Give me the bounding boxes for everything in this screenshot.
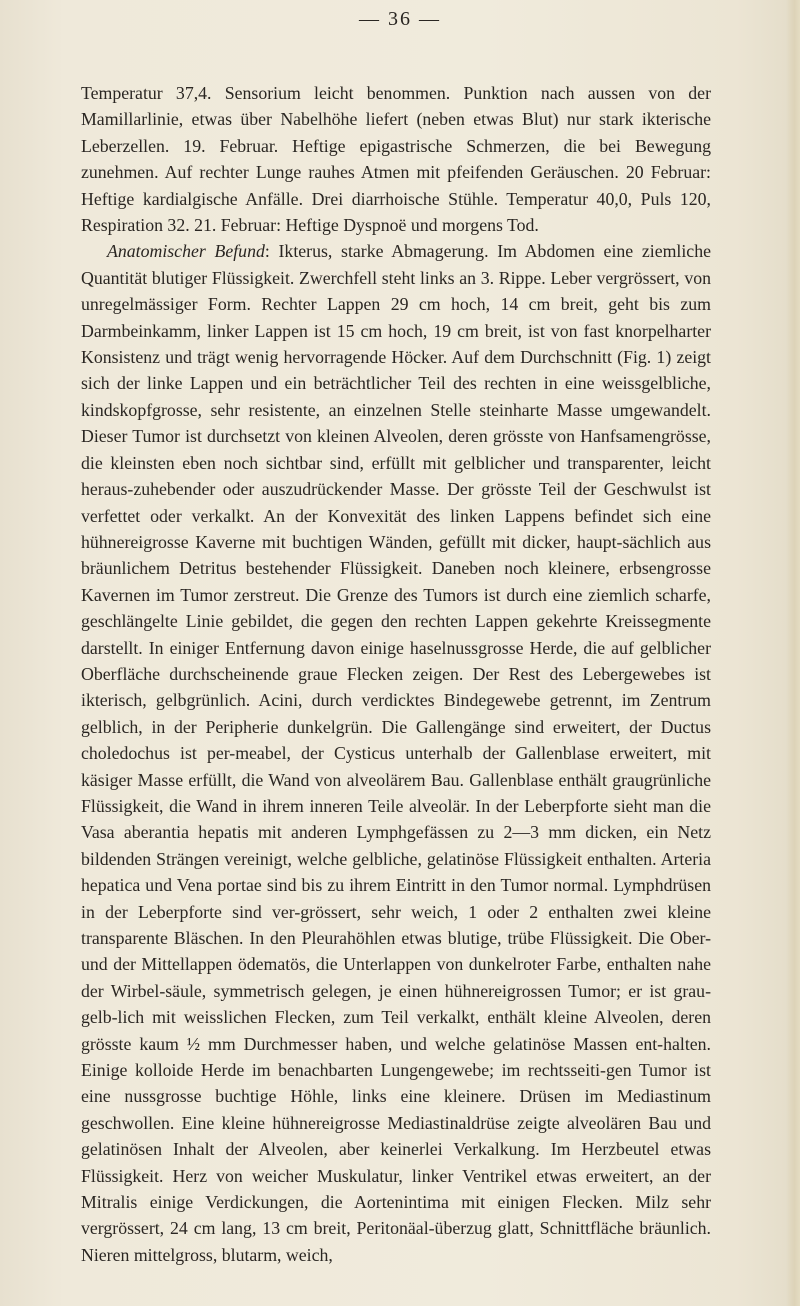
paragraph-text: : Ikterus, starke Abmagerung. Im Abdomen eine ziemliche Quantität blutiger Flüssigkeit. Zwerchfell steht links an 3. Rippe. Leber vergrössert, von unregelmässiger Form. Rechter Lappen 29 cm hoch, 14 cm breit, geht bis zum Darmbeinkamm, linker Lappen ist 15 cm hoch, 19 cm breit, ist von fast knorpelharter Konsistenz und trägt wenig hervorragende Höcker. Auf dem Durchschnitt (Fig. 1) zeigt sich der linke Lappen und ein beträchtlicher Teil des rechten in eine weissgelbliche, kindskopfgrosse, sehr resistente, an einzelnen Stelle steinharte Masse umgewandelt. Dieser Tumor ist durchsetzt von kleinen Alveolen, deren grösste von Hanfsamengrösse, die kleinsten eben noch sichtbar sind, erfüllt mit gelblicher und transparenter, leicht heraus-zuhebender oder auszudrückender Masse. Der grösste Teil der Geschwulst ist verfettet oder verkalkt. An der Konvexität des linken Lappens befindet sich eine hühnereigrosse Kaverne mit buchtigen Wänden, gefüllt mit dicker, haupt-sächlich aus bräunlichem Detritus bestehender Flüssigkeit. Daneben noch kleinere, erbsengrosse Kavernen im Tumor zerstreut. Die Grenze des Tumors ist durch eine ziemlich scharfe, geschlängelte Linie gebildet, die gegen den rechten Lappen gekehrte Kreissegmente darstellt. In einiger Entfernung davon einige haselnussgrosse Herde, die auf gelblicher Oberfläche durchscheinende graue Flecken zeigen. Der Rest des Lebergewebes ist ikterisch, gelbgrünlich. Acini, durch verdicktes Bindegewebe getrennt, im Zentrum gelblich, in der Peripherie dunkelgrün. Die Gallengänge sind erweitert, der Ductus choledochus ist per-meabel, der Cysticus unterhalb der Gallenblase erweitert, mit käsiger Masse erfüllt, die Wand von alveolärem Bau. Gallenblase enthält graugrünliche Flüssigkeit, die Wand in ihrem inneren Teile alveolär. In der Leberpforte sieht man die Vasa aberantia hepatis mit anderen Lymphgefässen zu 2—3 mm dicken, ein Netz bildenden Strängen vereinigt, welche gelbliche, gelatinöse Flüssigkeit enthalten. Arteria hepatica und Vena portae sind bis zu ihrem Eintritt in den Tumor normal. Lymphdrüsen in der Leberpforte sind ver-grössert, sehr weich, 1 oder 2 enthalten zwei kleine transparente Bläschen. In den Pleurahöhlen etwas blutige, trübe Flüssigkeit. Die Ober- und der Mittellappen ödematös, die Unterlappen von dunkelroter Farbe, enthalten nahe der Wirbel-säule, symmetrisch gelegen, je einen hühnereigrossen Tumor; er ist grau-gelb-lich mit weisslichen Flecken, zum Teil verkalkt, enthält kleine Alveolen, deren grösste kaum ½ mm Durchmesser haben, und welche gelatinöse Massen ent-halten. Einige kolloide Herde im benachbarten Lungengewebe; im rechtsseiti-gen Tumor ist eine nussgrosse buchtige Höhle, links eine kleinere. Drüsen im Mediastinum geschwollen. Eine kleine hühnereigrosse Mediastinaldrüse zeigte alveolären Bau und gelatinösen Inhalt der Alveolen, aber keinerlei Verkalkung. Im Herzbeutel etwas Flüssigkeit. Herz von weicher Muskulatur, linker Ventrikel etwas erweitert, an der Mitralis einige Verdickungen, die Aortenintima mit einigen Flecken. Milz sehr vergrössert, 24 cm lang, 13 cm breit, Peritonäal-überzug glatt, Schnittfläche bräunlich. Nieren mittelgross, blutarm, weich, bbox=[81, 241, 711, 1265]
body-text bbox=[81, 80, 711, 1268]
paragraph-clinical-course bbox=[81, 80, 711, 238]
paragraph-text: Temperatur 37,4. Sensorium leicht benommen. Punktion nach aussen von der Mamillarlinie, etwas über Nabelhöhe liefert (neben etwas Blut) nur stark ikterische Leberzellen. 19. Februar. Heftige epigastrische Schmerzen, die bei Bewegung zunehmen. Auf rechter Lunge rauhes Atmen mit pfeifenden Geräuschen. 20 Februar: Heftige kardialgische Anfälle. Drei diarrhoische Stühle. Temperatur 40,0, Puls 120, Respiration 32. 21. Februar: Heftige Dyspnoë und morgens Tod. bbox=[81, 83, 711, 236]
paragraph-lead-italic: Anatomischer Befund bbox=[107, 241, 265, 262]
page-number: — 36 — bbox=[359, 8, 441, 30]
paragraph-anatomical-findings bbox=[81, 238, 711, 1268]
page-edge-shadow bbox=[786, 0, 800, 1306]
